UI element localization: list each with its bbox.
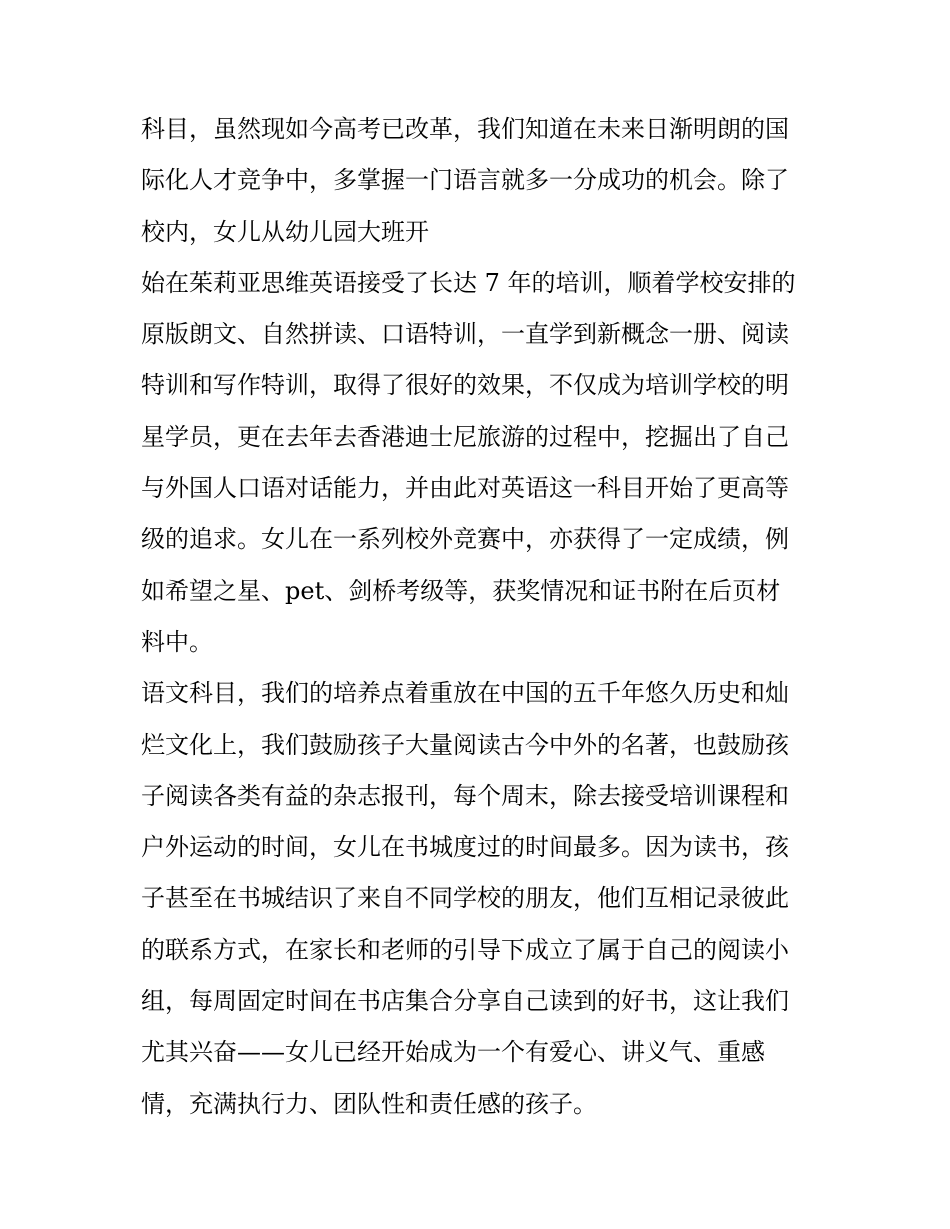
text-line: 组，每周固定时间在书店集合分享自己读到的好书，这让我们 xyxy=(141,987,789,1016)
text-line: 子甚至在书城结识了来自不同学校的朋友，他们互相记录彼此 xyxy=(141,884,789,913)
text-line: 尤其兴奋——女儿已经开始成为一个有爱心、讲义气、重感 xyxy=(141,1038,765,1067)
text-line: 的联系方式，在家长和老师的引导下成立了属于自己的阅读小 xyxy=(141,935,789,964)
text-line: 始在茱莉亚思维英语接受了长达 7 年的培训，顺着学校安排的 xyxy=(141,268,796,297)
text-line: 科目，虽然现如今高考已改革，我们知道在未来日渐明朗的国 xyxy=(141,115,789,143)
document-body xyxy=(141,104,821,1130)
text-line: 料中。 xyxy=(141,627,213,656)
text-line: 烂文化上，我们鼓励孩子大量阅读古今中外的名著，也鼓励孩 xyxy=(141,730,789,759)
text-line: 校内，女儿从幼儿园大班开 xyxy=(141,217,429,246)
text-line: 如希望之星、pet、剑桥考级等，获奖情况和证书附在后页材 xyxy=(141,576,781,605)
text-line: 级的追求。女儿在一系列校外竞赛中，亦获得了一定成绩，例 xyxy=(141,525,789,554)
text-line: 情，充满执行力、团队性和责任感的孩子。 xyxy=(141,1089,597,1118)
text-line: 户外运动的时间，女儿在书城度过的时间最多。因为读书，孩 xyxy=(141,833,789,862)
text-line: 子阅读各类有益的杂志报刊，每个周末，除去接受培训课程和 xyxy=(141,781,789,810)
text-line: 语文科目，我们的培养点着重放在中国的五千年悠久历史和灿 xyxy=(141,679,789,708)
text-line: 与外国人口语对话能力，并由此对英语这一科目开始了更高等 xyxy=(141,474,789,503)
text-line: 际化人才竞争中，多掌握一门语言就多一分成功的机会。除了 xyxy=(141,166,789,195)
text-line: 特训和写作特训，取得了很好的效果，不仅成为培训学校的明 xyxy=(141,371,789,400)
text-line: 原版朗文、自然拼读、口语特训，一直学到新概念一册、阅读 xyxy=(141,320,789,349)
text-line: 星学员，更在去年去香港迪士尼旅游的过程中，挖掘出了自己 xyxy=(141,422,789,451)
